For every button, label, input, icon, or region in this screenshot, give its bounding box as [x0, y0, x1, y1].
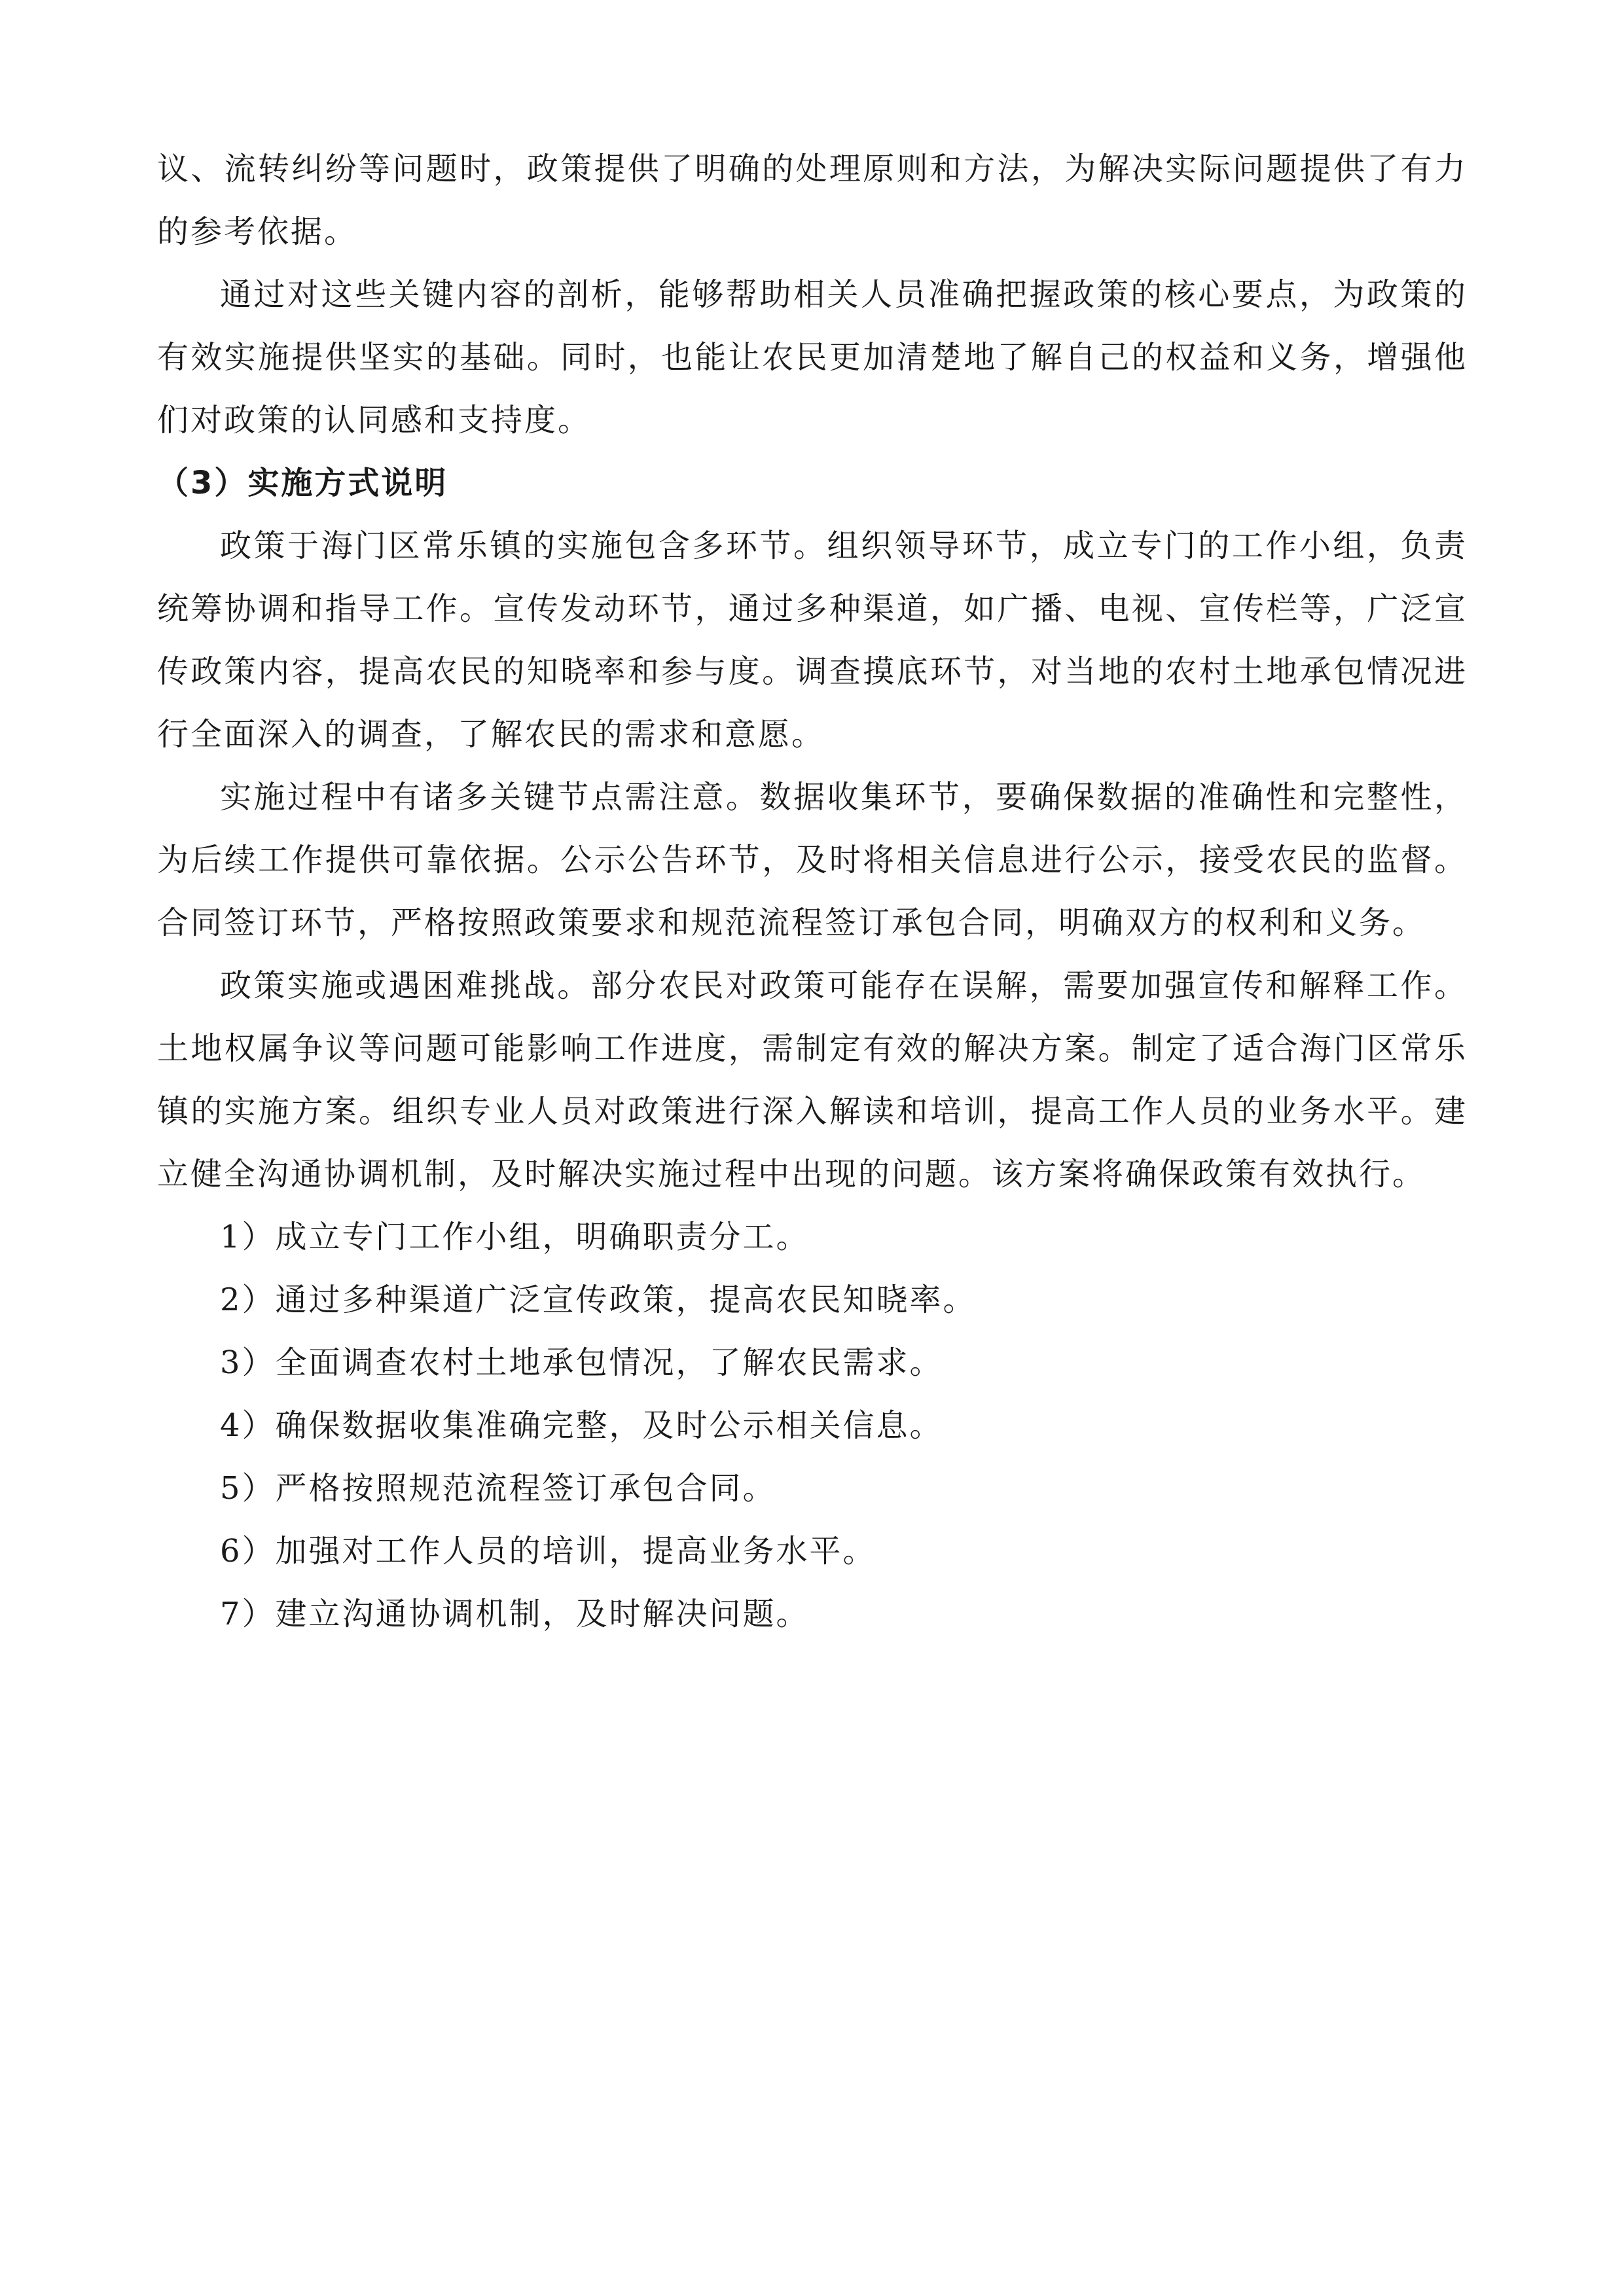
list-item: 2）通过多种渠道广泛宣传政策，提高农民知晓率。 [220, 1282, 977, 1318]
paragraph-analysis-summary: 通过对这些关键内容的剖析，能够帮助相关人员准确把握政策的核心要点，为政策的有效实施提供坚实的基础。同时，也能让农民更加清楚地了解自己的权益和义务，增强他们对政策的认同感和支持度。 [157, 276, 1468, 439]
paragraph-continuation: 议、流转纠纷等问题时，政策提供了明确的处理原则和方法，为解决实际问题提供了有力的参考依据。 [157, 151, 1468, 250]
list-item: 4）确保数据收集准确完整，及时公示相关信息。 [220, 1407, 943, 1444]
list-item: 5）严格按照规范流程签订承包合同。 [220, 1470, 776, 1507]
document-body [157, 137, 1468, 1645]
list-item: 7）建立沟通协调机制，及时解决问题。 [220, 1596, 810, 1632]
list-item: 6）加强对工作人员的培训，提高业务水平。 [220, 1533, 876, 1570]
paragraph-challenges: 政策实施或遇困难挑战。部分农民对政策可能存在误解，需要加强宣传和解释工作。土地权属争议等问题可能影响工作进度，需制定有效的解决方案。制定了适合海门区常乐镇的实施方案。组织专业人员对政策进行深入解读和培训，提高工作人员的业务水平。建立健全沟通协调机制，及时解决实施过程中出现的问题。该方案将确保政策有效执行。 [157, 967, 1468, 1193]
section-heading: （3）实施方式说明 [157, 465, 448, 501]
measures-list [157, 1206, 1468, 1645]
list-item: 3）全面调查农村土地承包情况，了解农民需求。 [220, 1344, 943, 1381]
paragraph-implementation-steps: 政策于海门区常乐镇的实施包含多环节。组织领导环节，成立专门的工作小组，负责统筹协调和指导工作。宣传发动环节，通过多种渠道，如广播、电视、宣传栏等，广泛宣传政策内容，提高农民的知晓率和参与度。调查摸底环节，对当地的农村土地承包情况进行全面深入的调查，了解农民的需求和意愿。 [157, 528, 1468, 753]
list-item: 1）成立专门工作小组，明确职责分工。 [220, 1219, 810, 1255]
paragraph-key-nodes: 实施过程中有诸多关键节点需注意。数据收集环节，要确保数据的准确性和完整性，为后续工作提供可靠依据。公示公告环节，及时将相关信息进行公示，接受农民的监督。合同签订环节，严格按照政策要求和规范流程签订承包合同，明确双方的权利和义务。 [157, 779, 1468, 941]
